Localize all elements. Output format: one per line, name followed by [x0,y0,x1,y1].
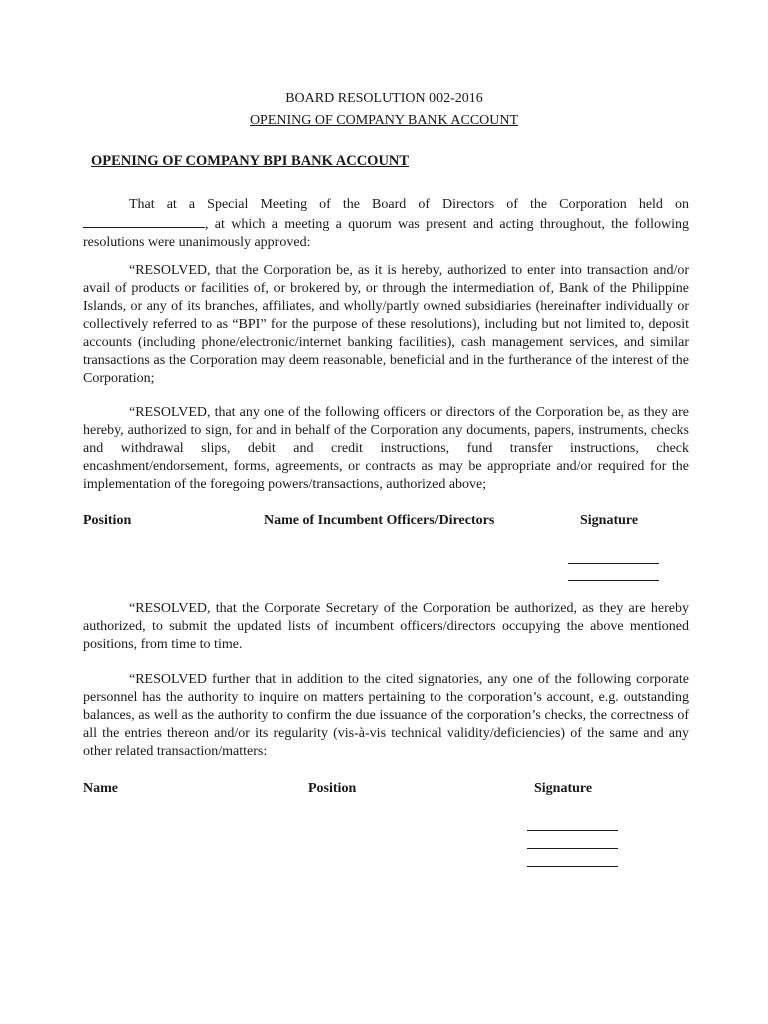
resolution-paragraph-3: “RESOLVED, that the Corporate Secretary of the Corporation be authorized, as they are hereby authorized, to submit the updated lists of incumbent officers/directors occupying the above mentioned positions, from time to time. [83,601,689,652]
intro-paragraph [83,196,689,252]
section-heading: OPENING OF COMPANY BPI BANK ACCOUNT [91,153,410,169]
signature-line [568,580,659,581]
table2-header-name: Name [83,781,118,796]
intro-line-start: That at a Special Meeting of the Board of Directors of the Corporation held on [129,197,689,212]
resolution-subtitle: OPENING OF COMPANY BANK ACCOUNT [249,113,519,128]
resolution-title: BOARD RESOLUTION 002-2016 [285,91,483,106]
resolution-paragraph-4: “RESOLVED further that in addition to the cited signatories, any one of the following corporate personnel has the authority to inquire on matters pertaining to the corporation’s account, e.g. outstanding balances, as well as the authority to confirm the due issuance of the corporation’s checks, the correctness of all the entries thereon and/or its regularity (vis-à-vis technical validity/deficiencies) of the same and any other related transaction/matters: [83,672,689,759]
signature-line [527,830,618,831]
table1-header-position: Position [83,513,132,528]
signature-line [527,848,618,849]
signature-line [568,563,659,564]
resolution-paragraph-1: “RESOLVED, that the Corporation be, as it is hereby, authorized to enter into transaction and/or avail of products or facilities of, or brokered by, or through the intermediation of, Bank of the Philippine Islands, or any of its branches, affiliates, and wholly/partly owned subsidiaries (hereinafter individually or collectively referred to as “BPI” for the purpose of these resolutions), including but not limited to, deposit accounts (including phone/electronic/internet banking facilities), cash management services, and similar transactions as the Corporation may deem reasonable, beneficial and in the furtherance of the interest of the Corporation; [83,263,689,386]
intro-line-rest: , at which a meeting a quorum was present and acting throughout, the following resolutions were unanimously approved: [83,217,689,250]
table2-header-signature: Signature [534,781,593,796]
table2-header-position: Position [308,781,357,796]
meeting-date-blank [83,214,205,228]
table1-header-signature: Signature [580,513,639,528]
table1-header-name: Name of Incumbent Officers/Directors [264,513,495,528]
signature-line [527,866,618,867]
resolution-paragraph-2: “RESOLVED, that any one of the following officers or directors of the Corporation be, as they are hereby, authorized to sign, for and in behalf of the Corporation any documents, papers, instruments, checks and withdrawal slips, debit and credit instructions, fund transfer instructions, check encashment/endorsement, forms, agreements, or contracts as may be appropriate and/or required for the implementation of the foregoing powers/transactions, authorized above; [83,405,689,492]
